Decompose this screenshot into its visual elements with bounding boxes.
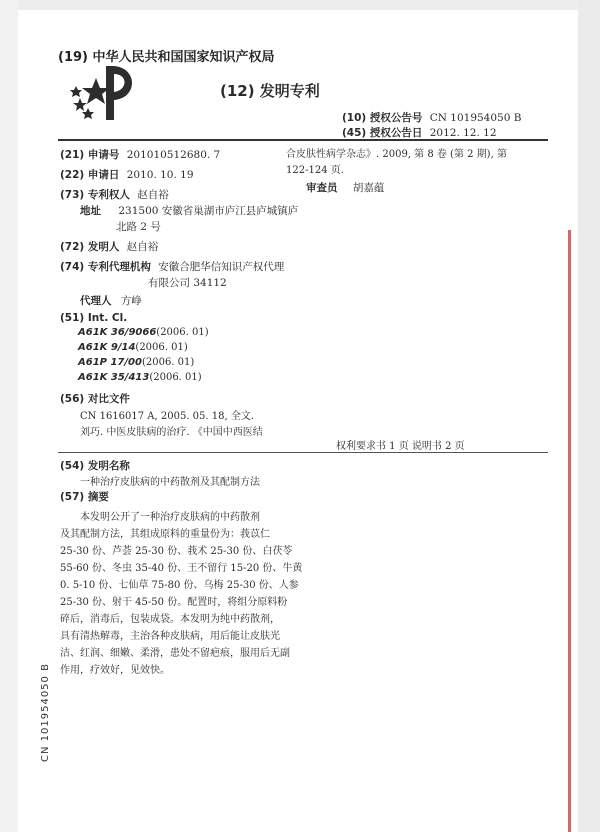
scan-edge-right [578, 0, 600, 832]
publication-date-row [342, 125, 497, 140]
inventor: 赵自裕 [126, 241, 159, 253]
int-cl-version: (2006. 01) [135, 342, 188, 353]
publication-number: CN 101954050 B [429, 112, 522, 124]
publication-date-label: (45) 授权公告日 [342, 127, 423, 139]
abstract-line: 作用，疗效好，见效快。 [60, 665, 170, 676]
agency-row [60, 259, 284, 274]
int-cl-code: A61K 36/9066 [78, 327, 157, 338]
address-line-1: 231500 安徽省巢湖市庐江县庐城镇庐 [118, 205, 299, 217]
abstract-line: 本发明公开了一种治疗皮肤病的中药散剂 [80, 512, 260, 523]
publication-date: 2012. 12. 12 [429, 127, 497, 139]
application-date-label: (22) 申请日 [60, 169, 120, 181]
abstract-line: 具有清热解毒，主治各种皮肤病，用后能让皮肤光 [60, 631, 280, 642]
patentee-row [60, 187, 169, 202]
application-number-row [60, 147, 220, 162]
reference-1: CN 1616017 A, 2005. 05. 18, 全文. [80, 411, 255, 422]
agency-line-2: 有限公司 34112 [148, 277, 227, 289]
sipo-logo-icon [66, 58, 138, 122]
address-line-2: 北路 2 号 [116, 221, 161, 233]
int-cl-version: (2006. 01) [149, 372, 202, 383]
int-cl-entry [78, 342, 188, 353]
int-cl-version: (2006. 01) [141, 357, 195, 368]
abstract-label: (57) 摘要 [60, 491, 109, 503]
abstract-line: 25-30 份、射干 45-50 份。配置时，将组分原料粉 [60, 597, 288, 608]
document-type: (12) 发明专利 [220, 82, 320, 100]
application-date: 2010. 10. 19 [126, 169, 194, 181]
scan-edge-left [0, 0, 18, 832]
int-cl-code: A61K 35/413 [78, 372, 150, 383]
office-name: (19) 中华人民共和国国家知识产权局 [58, 50, 275, 65]
patentee-label: (73) 专利权人 [60, 189, 130, 201]
abstract-line: 25-30 份、芦荟 25-30 份、莪术 25-30 份、白茯苓 [60, 546, 293, 557]
abstract-line: 0. 5-10 份、七仙草 75-80 份、乌梅 25-30 份、人参 [60, 580, 299, 591]
inventor-row [60, 239, 158, 254]
publication-number-label: (10) 授权公告号 [342, 112, 423, 124]
int-cl-entry [78, 372, 202, 383]
int-cl-code: A61K 9/14 [78, 342, 136, 353]
page-count: 权利要求书 1 页 说明书 2 页 [336, 441, 465, 452]
examiner-row [306, 180, 384, 195]
reference-continued-line-1: 合皮肤性病学杂志》. 2009, 第 8 卷 (第 2 期), 第 [286, 149, 507, 160]
margin-red-rule [568, 230, 571, 832]
examiner: 胡嘉蕴 [352, 182, 385, 194]
abstract-line: 洁、红润、细嫩、柔滑，患处不留疤痕，服用后无副 [60, 648, 290, 659]
agency-label: (74) 专利代理机构 [60, 261, 151, 273]
reference-2: 刘巧. 中医皮肤病的治疗. 《中国中西医结 [80, 427, 263, 438]
inventor-label: (72) 发明人 [60, 241, 120, 253]
abstract-line: 碎后，消毒后，包装成袋。本发明为纯中药散剂， [60, 614, 280, 625]
publication-number-row [342, 110, 521, 125]
abstract-line: 55-60 份、冬虫 35-40 份、王不留行 15-20 份、牛黄 [60, 563, 303, 574]
header-divider [58, 139, 548, 141]
int-cl-entry [78, 327, 209, 338]
references-label: (56) 对比文件 [60, 393, 130, 405]
application-date-row [60, 167, 194, 182]
invention-title: 一种治疗皮肤病的中药散剂及其配制方法 [80, 477, 260, 488]
int-cl-entry [78, 357, 194, 368]
reference-continued-line-2: 122-124 页. [286, 165, 344, 176]
side-publication-number: CN 101954050 B [40, 663, 51, 762]
agent-label: 代理人 [80, 295, 112, 307]
agent-row [80, 293, 142, 308]
application-number: 201010512680. 7 [126, 149, 221, 161]
int-cl-label: (51) Int. Cl. [60, 312, 128, 324]
address-label: 地址 [80, 205, 101, 217]
examiner-label: 审查员 [306, 182, 338, 194]
int-cl-code: A61P 17/00 [78, 357, 142, 368]
patentee: 赵自裕 [137, 189, 169, 201]
int-cl-version: (2006. 01) [156, 327, 209, 338]
abstract-line: 及其配制方法，其组成原料的重量份为：莪苡仁 [60, 529, 270, 540]
agent: 方峥 [120, 295, 142, 307]
agency-line-1: 安徽合肥华信知识产权代理 [158, 261, 285, 273]
address-row [80, 203, 298, 218]
application-number-label: (21) 申请号 [60, 149, 120, 161]
body-divider [58, 452, 548, 453]
title-label: (54) 发明名称 [60, 460, 130, 472]
